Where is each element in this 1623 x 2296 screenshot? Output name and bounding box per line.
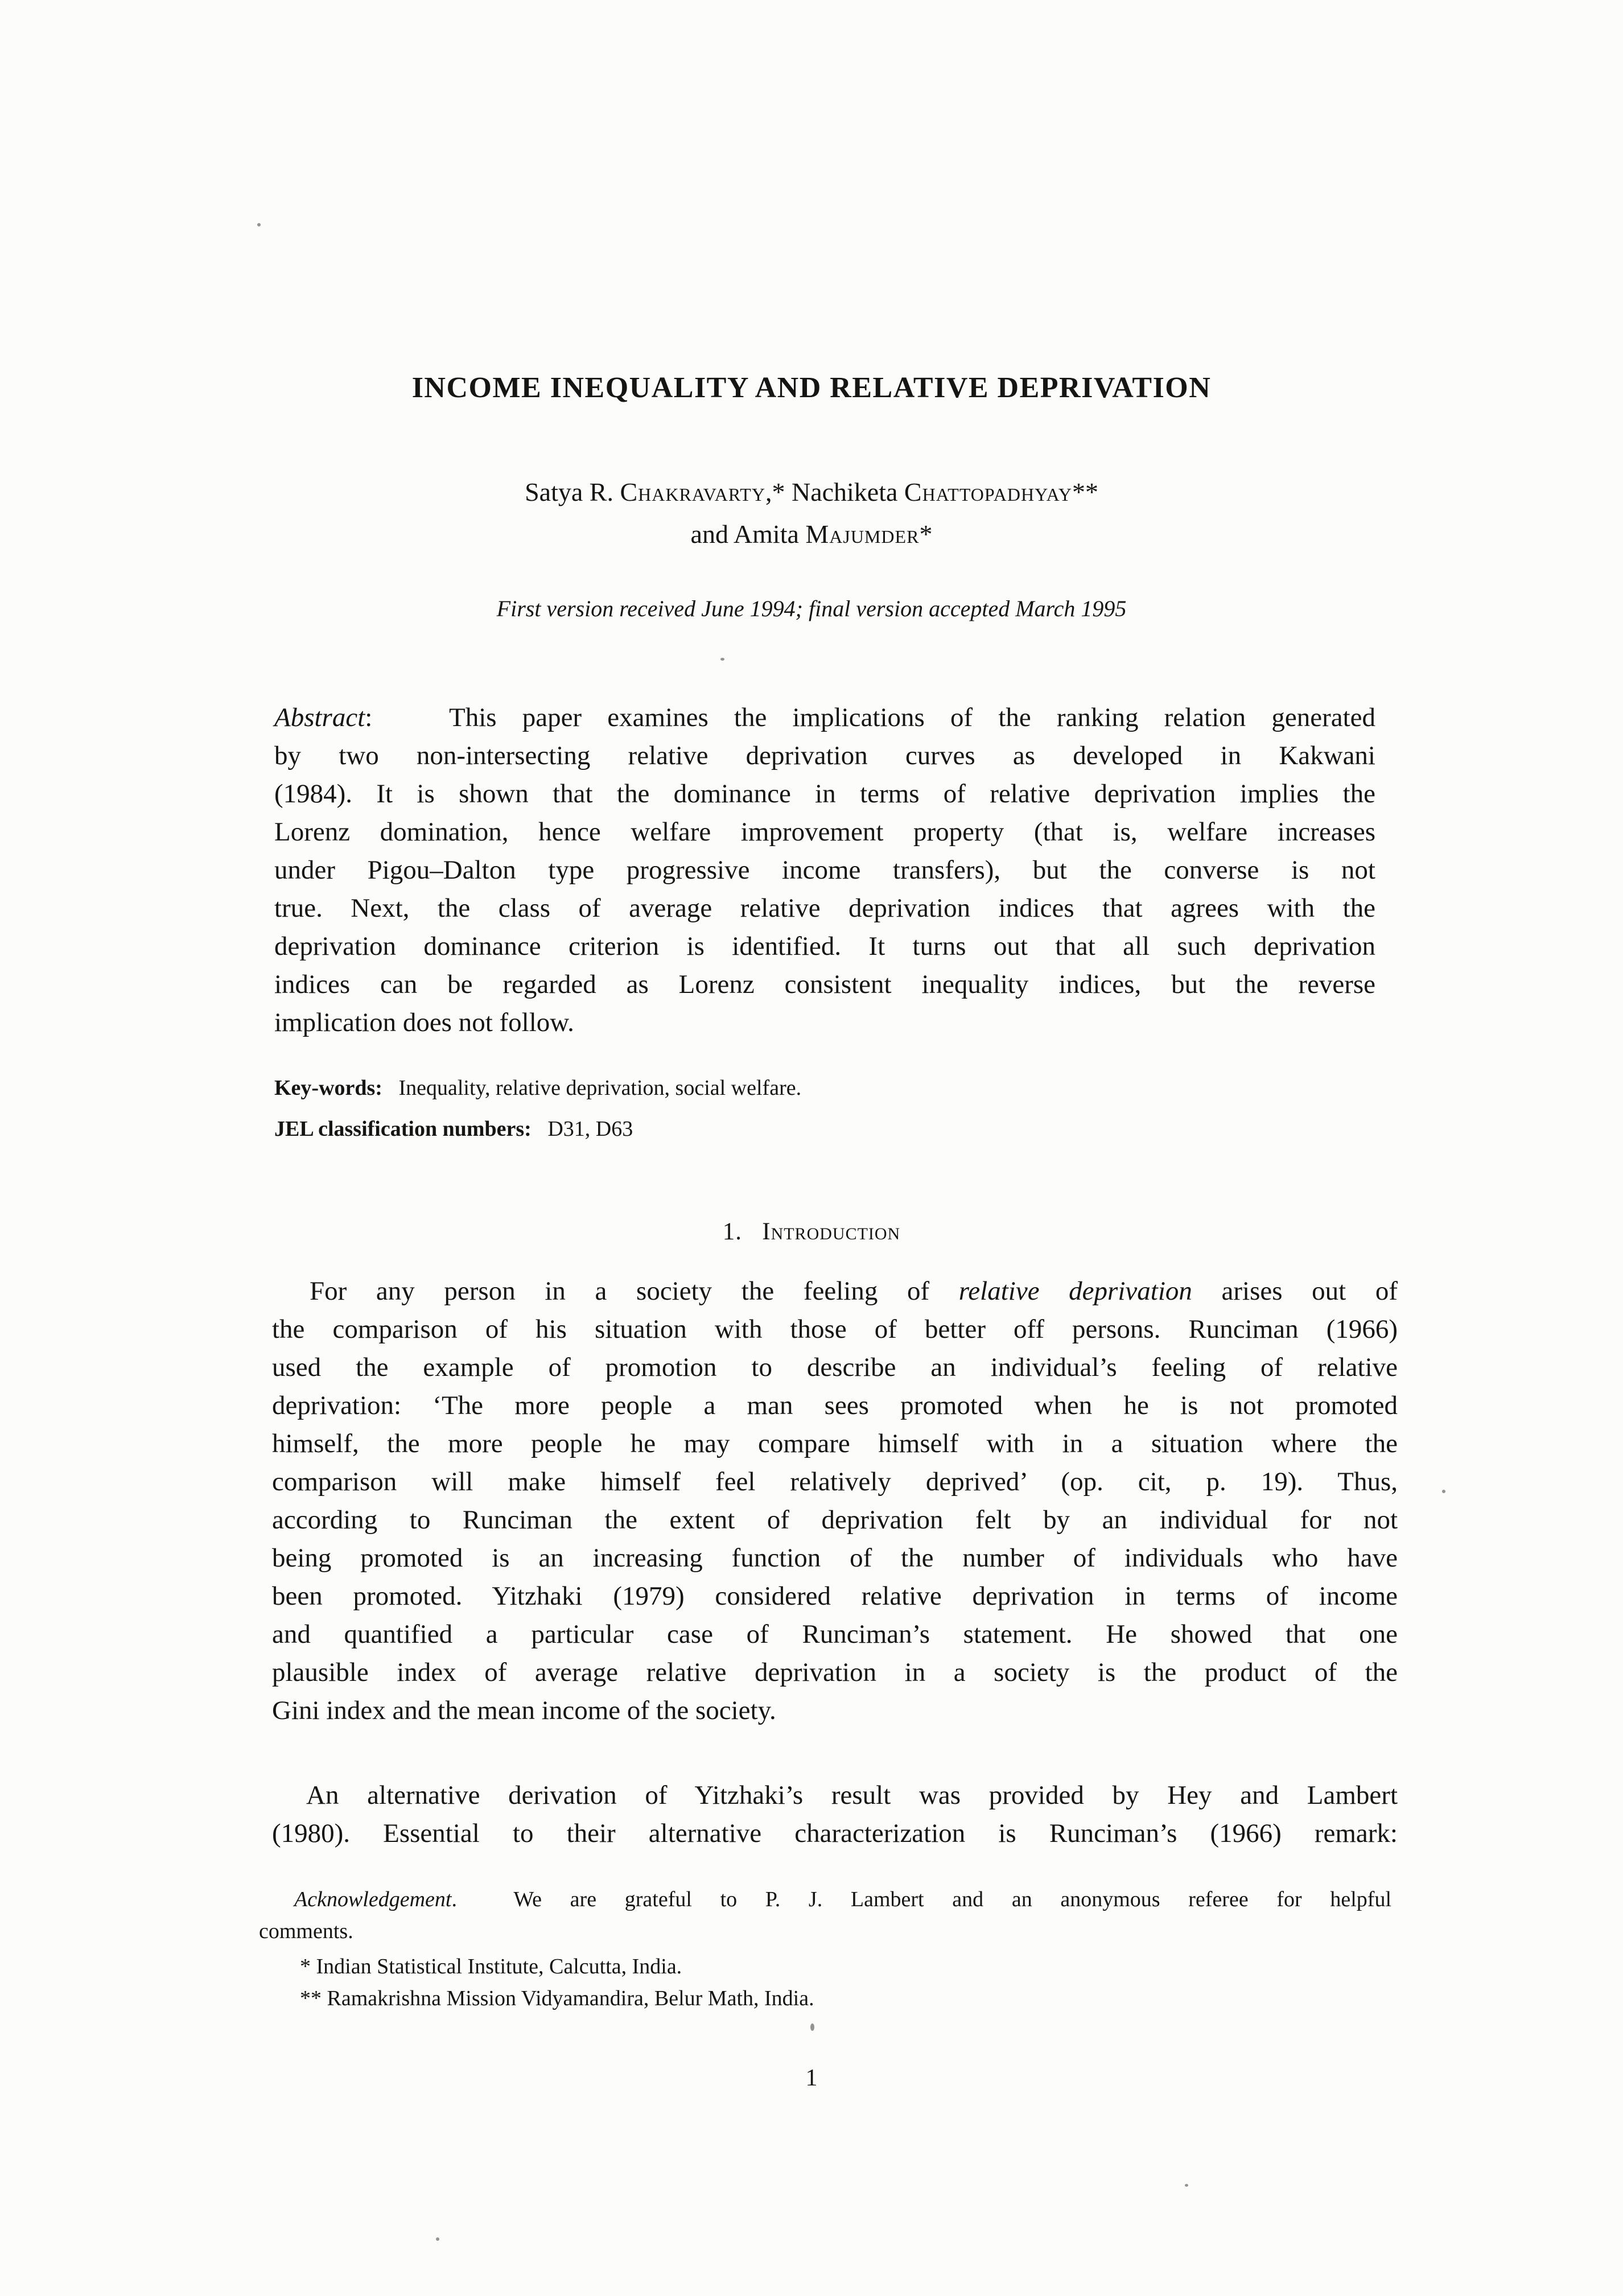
text-segment: ,* Nachiketa: [765, 477, 904, 506]
text-segment: Key-words:: [274, 1076, 382, 1100]
text-segment: . We are grateful to P. J. Lambert and an anonymous referee for helpful: [451, 1887, 1391, 1911]
author-block: [0, 471, 1623, 555]
text-segment: Gini index and the mean income of the society.: [272, 1696, 776, 1725]
text-line: [272, 1577, 1398, 1615]
text-segment: For any person in a society the feeling of: [310, 1276, 959, 1306]
text-line: [272, 1272, 1398, 1310]
text-segment: D31, D63: [531, 1117, 633, 1141]
text-line: [272, 1463, 1398, 1501]
text-line: [274, 889, 1375, 928]
text-segment: Abstract: [274, 703, 365, 732]
text-segment: implication does not follow.: [274, 1008, 574, 1037]
text-segment: used the example of promotion to describe an individual’s feeling of relative: [272, 1353, 1398, 1382]
text-segment: and Amita: [690, 520, 806, 549]
text-line: [274, 966, 1375, 1004]
text-line: [274, 1004, 1375, 1042]
text-segment: Acknowledgement: [294, 1887, 452, 1911]
text-segment: * Indian Statistical Institute, Calcutta, India.: [300, 1955, 682, 1978]
text-segment: Majumder: [805, 520, 920, 549]
text-segment: by two non-intersecting relative deprivation curves as developed in Kakwani: [274, 741, 1375, 770]
text-segment: the comparison of his situation with those of better off persons. Runciman (1966): [272, 1314, 1398, 1344]
text-segment: JEL classification numbers:: [274, 1117, 532, 1141]
acknowledgement-footnote: [259, 1883, 1391, 1947]
text-line: [272, 1425, 1398, 1463]
scan-speck: [436, 2237, 439, 2241]
text-segment: himself, the more people he may compare himself with in a situation where the: [272, 1429, 1398, 1458]
page-number: 1: [805, 2065, 818, 2091]
text-line: [272, 1349, 1398, 1387]
text-segment: Satya R.: [525, 477, 620, 506]
text-segment: under Pigou–Dalton type progressive income transfers), but the converse is not: [274, 855, 1375, 885]
paper-title: INCOME INEQUALITY AND RELATIVE DEPRIVATION: [411, 372, 1212, 404]
text-line: [272, 1501, 1398, 1539]
text-segment: Chattopadhyay: [904, 477, 1072, 506]
text-line: [274, 737, 1375, 775]
text-segment: ** Ramakrishna Mission Vidyamandira, Belur Math, India.: [300, 1986, 814, 2010]
text-line: [274, 699, 1375, 737]
version-history-line: First version received June 1994; final version accepted March 1995: [496, 596, 1127, 621]
scan-speck: [1185, 2184, 1188, 2187]
text-line: [272, 1310, 1398, 1349]
text-segment: Inequality, relative deprivation, social welfare.: [382, 1076, 802, 1100]
keywords-line: [274, 1075, 801, 1100]
text-segment: (1984). It is shown that the dominance in terms of relative deprivation implies the: [274, 779, 1375, 809]
text-segment: An alternative derivation of Yitzhaki’s result was provided by Hey and Lambert: [306, 1780, 1398, 1810]
text-line: [272, 1654, 1398, 1692]
scan-speck: [257, 223, 261, 226]
text-segment: Lorenz domination, hence welfare improvement property (that is, welfare increases: [274, 817, 1375, 847]
text-segment: **: [1072, 477, 1098, 506]
text-segment: *: [919, 520, 933, 549]
author-line-2: [0, 513, 1623, 555]
section-heading-introduction: [0, 1218, 1623, 1246]
intro-paragraph-1: [272, 1272, 1398, 1730]
scan-speck: [720, 658, 724, 661]
text-segment: Chakravarty: [620, 477, 765, 506]
text-line: [274, 928, 1375, 966]
text-segment: according to Runciman the extent of deprivation felt by an individual for not: [272, 1505, 1398, 1535]
text-segment: being promoted is an increasing function of the number of individuals who have: [272, 1543, 1398, 1573]
scan-speck: [810, 2023, 814, 2031]
abstract: [274, 699, 1375, 1042]
text-line: [300, 1951, 1391, 1982]
text-line: [272, 1815, 1398, 1853]
text-segment: true. Next, the class of average relative deprivation indices that agrees with the: [274, 893, 1375, 923]
affiliation-footnotes: [259, 1951, 1391, 2014]
text-segment: comments.: [259, 1919, 353, 1943]
text-segment: plausible index of average relative deprivation in a society is the product of the: [272, 1658, 1398, 1687]
text-segment: : This paper examines the implications of the ranking relation generated: [365, 703, 1375, 732]
text-line: [274, 813, 1375, 851]
text-line: [272, 1387, 1398, 1425]
text-segment: arises out of: [1192, 1276, 1398, 1306]
text-segment: deprivation dominance criterion is identified. It turns out that all such deprivation: [274, 931, 1375, 961]
text-segment: (1980). Essential to their alternative characterization is Runciman’s (1966) remark:: [272, 1819, 1398, 1848]
text-line: [274, 775, 1375, 813]
text-line: [272, 1615, 1398, 1654]
text-segment: indices can be regarded as Lorenz consistent inequality indices, but the reverse: [274, 970, 1375, 999]
text-line: [272, 1539, 1398, 1577]
text-segment: been promoted. Yitzhaki (1979) considered relative deprivation in terms of income: [272, 1581, 1398, 1611]
text-line: [259, 1915, 1391, 1947]
scan-speck: [1442, 1490, 1445, 1493]
jel-classification-line: [274, 1116, 633, 1141]
text-line: [272, 1692, 1398, 1730]
text-line: [274, 851, 1375, 889]
text-segment: [742, 1218, 762, 1245]
author-line-1: [0, 471, 1623, 513]
text-segment: relative deprivation: [958, 1276, 1192, 1306]
text-segment: comparison will make himself feel relatively deprived’ (op. cit, p. 19). Thus,: [272, 1467, 1398, 1497]
text-segment: deprivation: ‘The more people a man sees promoted when he is not promoted: [272, 1391, 1398, 1420]
text-segment: and quantified a particular case of Runciman’s statement. He showed that one: [272, 1619, 1398, 1649]
intro-paragraph-2: [272, 1776, 1398, 1853]
text-line: [300, 1982, 1391, 2014]
text-line: [259, 1883, 1391, 1915]
text-segment: 1.: [722, 1218, 742, 1245]
text-segment: Introduction: [762, 1218, 901, 1245]
text-line: [272, 1776, 1398, 1815]
